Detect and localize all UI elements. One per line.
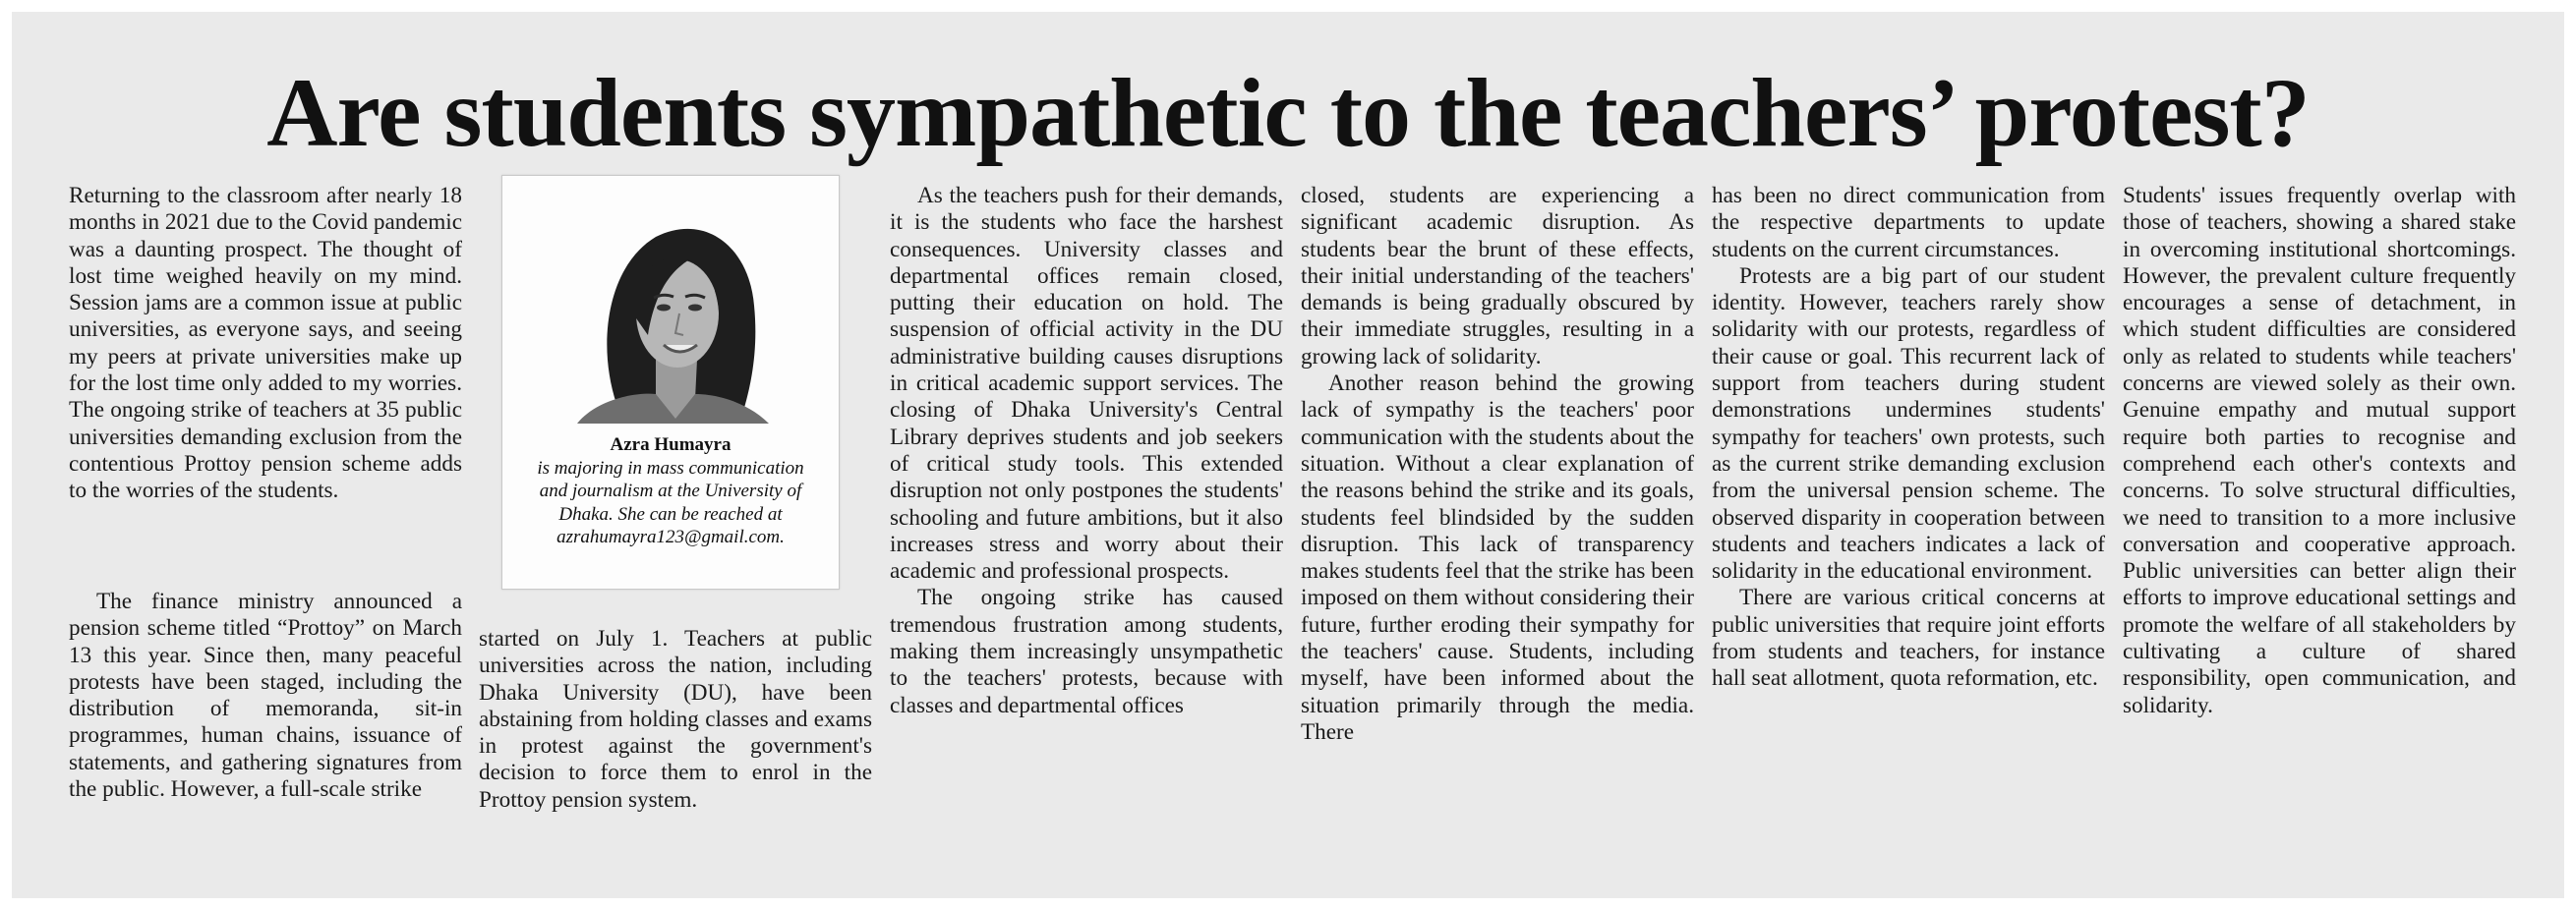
article-column-5 — [1712, 183, 2105, 693]
article-paragraph: closed, students are experiencing a significant academic disruption. As students bear the brunt of these effects, their initial understanding of the teachers' demands is being gradually obscured by their immediate struggles, resulting in a growing lack of solidarity. — [1301, 183, 1694, 370]
author-box — [501, 175, 840, 590]
article-paragraph: has been no direct communication from the respective departments to update students on the current circumstances. — [1712, 183, 2105, 262]
article-paragraph: Returning to the classroom after nearly 18 months in 2021 due to the Covid pandemic was a daunting prospect. The thought of lost time weighed heavily on my mind. Session jams are a common issue at public universities, as everyone says, and seeing my peers at private universities make up for the lost time only added to my worries. The ongoing strike of teachers at 35 public universities demanding exclusion from the contentious Prottoy pension scheme adds to the worries of the students. — [69, 183, 462, 504]
article-paragraph: Another reason behind the growing lack of sympathy is the teachers' poor communication with the students about the situation. Without a clear explanation of the reasons behind the strike and its goals, students feel blindsided by the sudden disruption. This lack of transparency makes students feel that the strike has been imposed on them without considering their future, further eroding their sympathy for the teachers' cause. Students, including myself, have been informed about the situation primarily through the media. There — [1301, 370, 1694, 745]
article-paragraph: The finance ministry announced a pension scheme titled “Prottoy” on March 13 this year. Since then, many peaceful protests have been staged, including the distribution of memoranda, sit-in programmes, human chains, issuance of statements, and gathering signatures from the public. However, a full-scale strike — [69, 589, 462, 803]
headline: Are students sympathetic to the teachers’ protest? — [266, 58, 2310, 167]
article-paragraph: The ongoing strike has caused tremendous frustration among students, making them increasingly unsympathetic to the teachers' protests, because with classes and departmental offices — [890, 585, 1283, 718]
article-column-3 — [890, 183, 1283, 719]
article-column-1-lower — [69, 589, 462, 803]
article-paragraph: Protests are a big part of our student identity. However, teachers rarely show solidarity with our protests, regardless of their cause or goal. This recurrent lack of support from teachers during student demonstrations undermines students' sympathy for teachers' own protests, such as the current strike demanding exclusion from the universal pension scheme. The observed disparity in cooperation between students and teachers indicates a lack of solidarity in the educational environment. — [1712, 262, 2105, 585]
article-paragraph: As the teachers push for their demands, it is the students who face the harshest consequences. University classes and departmental offices remain closed, putting their education on hold. The suspension of official activity in the DU administrative building causes disruptions in critical academic support services. The closing of Dhaka University's Central Library deprives students and job seekers of critical study tools. This extended disruption not only postpones the students' schooling and future ambitions, but it also increases stress and worry about their academic and professional prospects. — [890, 183, 1283, 585]
author-bio: is majoring in mass communication and journalism at the University of Dhaka. She can be reached at azrahumayra123@gmail.com. — [537, 457, 804, 547]
article-column-2 — [479, 626, 872, 814]
author-caption — [522, 433, 819, 549]
article-column-6 — [2123, 183, 2516, 719]
author-name: Azra Humayra — [610, 434, 732, 455]
article-paragraph: started on July 1. Teachers at public universities across the nation, including Dhaka University (DU), have been abstaining from holding classes and exams in protest against the government's decision to force them to enrol in the Prottoy pension system. — [479, 626, 872, 813]
article-column-4 — [1301, 183, 1694, 746]
article-paragraph: There are various critical concerns at public universities that require joint efforts from students and teachers, for instance hall seat allotment, quota reformation, etc. — [1712, 585, 2105, 692]
article-paragraph: Students' issues frequently overlap with those of teachers, showing a shared stake in overcoming institutional shortcomings. However, the prevalent culture frequently encourages a sense of detachment, in which student difficulties are considered only as related to students while teachers' concerns are viewed solely as their own. Genuine empathy and mutual support require both parties to recognise and comprehend each other's contexts and concerns. To solve structural difficulties, we need to transition to a more inclusive conversation and cooperative approach. Public universities can better align their efforts to improve educational settings and promote the welfare of all stakeholders by cultivating a culture of shared responsibility, open communication, and solidarity. — [2123, 183, 2516, 718]
newspaper-page — [12, 12, 2564, 898]
author-photo — [557, 198, 784, 424]
article-column-1 — [69, 183, 462, 505]
